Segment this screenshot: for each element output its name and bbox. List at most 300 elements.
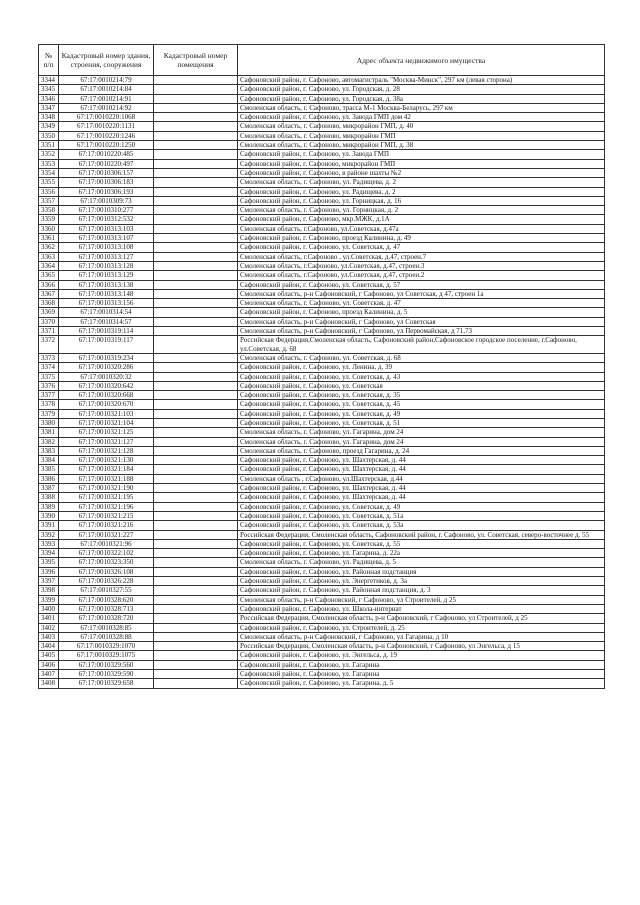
- row-number: 3399: [39, 595, 59, 604]
- row-number: 3391: [39, 521, 59, 530]
- premises-cadastral-number: [154, 252, 238, 261]
- object-address: Смоленская область , г.Сафоново, ул.Шахтерская, д.44: [238, 474, 605, 483]
- table-row: [39, 670, 605, 679]
- building-cadastral-number: 67:17:0010214:84: [59, 85, 154, 94]
- object-address: Сафоновский район, г. Сафоново, ул. Советская, д. 55: [238, 539, 605, 548]
- object-address: Сафоновский район, г. Сафоново, ул. Шахтерская, д. 44: [238, 493, 605, 502]
- object-address: Сафоновский район, г. Сафоново, ул. Шахтерская, д. 44: [238, 456, 605, 465]
- object-address: Сафоновский район, г. Сафоново, ул. Ленина, д. 39: [238, 363, 605, 372]
- table-row: [39, 252, 605, 261]
- building-cadastral-number: 67:17:0010328:620: [59, 595, 154, 604]
- object-address: Сафоновский район, г. Сафоново, ул. Гагарина: [238, 670, 605, 679]
- premises-cadastral-number: [154, 215, 238, 224]
- building-cadastral-number: 67:17:0010319:234: [59, 353, 154, 362]
- header-building-cadastral: Кадастровый номер здания, строения, сооружения: [59, 45, 154, 76]
- object-address: Смоленская область, г. Сафоново, трасса М-1 Москва-Беларусь, 297 км: [238, 103, 605, 112]
- row-number: 3407: [39, 670, 59, 679]
- document-page: [38, 44, 604, 689]
- premises-cadastral-number: [154, 549, 238, 558]
- premises-cadastral-number: [154, 428, 238, 437]
- object-address: Смоленская область, г.Сафоново, ул.Советская, д.47, строен.2: [238, 271, 605, 280]
- premises-cadastral-number: [154, 456, 238, 465]
- row-number: 3347: [39, 103, 59, 112]
- table-row: [39, 187, 605, 196]
- table-row: [39, 234, 605, 243]
- row-number: 3380: [39, 418, 59, 427]
- row-number: 3405: [39, 651, 59, 660]
- premises-cadastral-number: [154, 437, 238, 446]
- row-number: 3382: [39, 437, 59, 446]
- premises-cadastral-number: [154, 530, 238, 539]
- table-row: [39, 521, 605, 530]
- building-cadastral-number: 67:17:0010220:1250: [59, 141, 154, 150]
- row-number: 3349: [39, 122, 59, 131]
- row-number: 3388: [39, 493, 59, 502]
- object-address: Сафоновский район, г. Сафоново, ул. Советская, д. 53а: [238, 521, 605, 530]
- table-row: [39, 418, 605, 427]
- row-number: 3355: [39, 178, 59, 187]
- table-row: [39, 539, 605, 548]
- object-address: Сафоновский район, г. Сафоново, ул. Завода ГМП: [238, 150, 605, 159]
- table-row: [39, 289, 605, 298]
- row-number: 3381: [39, 428, 59, 437]
- building-cadastral-number: 67:17:0010309:73: [59, 196, 154, 205]
- building-cadastral-number: 67:17:0010306:193: [59, 187, 154, 196]
- building-cadastral-number: 67:17:0010314:54: [59, 308, 154, 317]
- premises-cadastral-number: [154, 511, 238, 520]
- object-address: Сафоновский район, г. Сафоново, ул. Шахтерская, д. 44: [238, 465, 605, 474]
- building-cadastral-number: 67:17:0010329:1075: [59, 651, 154, 660]
- building-cadastral-number: 67:17:0010320:286: [59, 363, 154, 372]
- table-row: [39, 159, 605, 168]
- premises-cadastral-number: [154, 642, 238, 651]
- table-row: [39, 280, 605, 289]
- premises-cadastral-number: [154, 484, 238, 493]
- object-address: Смоленская область, г. Сафоново, проезд Гагарина, д. 24: [238, 446, 605, 455]
- table-row: [39, 76, 605, 85]
- object-address: Сафоновский район, г. Сафоново, в районе шахты №2: [238, 168, 605, 177]
- table-row: [39, 614, 605, 623]
- row-number: 3408: [39, 679, 59, 688]
- table-row: [39, 549, 605, 558]
- row-number: 3353: [39, 159, 59, 168]
- building-cadastral-number: 67:17:0010329:1070: [59, 642, 154, 651]
- premises-cadastral-number: [154, 651, 238, 660]
- row-number: 3394: [39, 549, 59, 558]
- row-number: 3361: [39, 234, 59, 243]
- table-row: [39, 567, 605, 576]
- header-address: Адрес объекта недвижимого имущества: [238, 45, 605, 76]
- row-number: 3366: [39, 280, 59, 289]
- building-cadastral-number: 67:17:0010321:227: [59, 530, 154, 539]
- building-cadastral-number: 67:17:0010314:57: [59, 317, 154, 326]
- row-number: 3393: [39, 539, 59, 548]
- object-address: Сафоновский район, г. Сафоново, ул. Горницкая, д. 16: [238, 196, 605, 205]
- premises-cadastral-number: [154, 234, 238, 243]
- building-cadastral-number: 67:17:0010313:127: [59, 252, 154, 261]
- premises-cadastral-number: [154, 243, 238, 252]
- table-row: [39, 391, 605, 400]
- table-row: [39, 456, 605, 465]
- object-address: Смоленская область, р-н Сафоновский, г Сафоново, ул Строителей, д 25: [238, 595, 605, 604]
- premises-cadastral-number: [154, 679, 238, 688]
- table-row: [39, 577, 605, 586]
- premises-cadastral-number: [154, 224, 238, 233]
- row-number: 3375: [39, 372, 59, 381]
- premises-cadastral-number: [154, 196, 238, 205]
- table-row: [39, 196, 605, 205]
- table-row: [39, 113, 605, 122]
- object-address: Сафоновский район, г. Сафоново, ул. Советская, д. 43: [238, 372, 605, 381]
- object-address: Смоленская область, р-н Сафоновский, г Сафоново, ул Гагарина, д 10: [238, 632, 605, 641]
- premises-cadastral-number: [154, 85, 238, 94]
- building-cadastral-number: 67:17:0010322:102: [59, 549, 154, 558]
- building-cadastral-number: 67:17:0010220:1246: [59, 131, 154, 140]
- row-number: 3356: [39, 187, 59, 196]
- object-address: Смоленская область, г.Сафоново, ул.Советская, д.47а: [238, 224, 605, 233]
- row-number: 3357: [39, 196, 59, 205]
- premises-cadastral-number: [154, 660, 238, 669]
- object-address: Сафоновский район, г. Сафоново, ул. Радищева, д. 2: [238, 187, 605, 196]
- premises-cadastral-number: [154, 150, 238, 159]
- object-address: Смоленская область, г. Сафоново, ул. Радищева, д. 5: [238, 558, 605, 567]
- building-cadastral-number: 67:17:0010321:103: [59, 409, 154, 418]
- premises-cadastral-number: [154, 400, 238, 409]
- table-row: [39, 353, 605, 362]
- row-number: 3392: [39, 530, 59, 539]
- object-address: Сафоновский район, г. Сафоново, ул. Энергетиков, д. 3а: [238, 577, 605, 586]
- row-number: 3369: [39, 308, 59, 317]
- building-cadastral-number: 67:17:0010306:157: [59, 168, 154, 177]
- premises-cadastral-number: [154, 289, 238, 298]
- building-cadastral-number: 67:17:0010306:183: [59, 178, 154, 187]
- object-address: Смоленская область, р-н Сафоновский, г Сафоново, ул Советская, д 47, строен 1а: [238, 289, 605, 298]
- building-cadastral-number: 67:17:0010220:497: [59, 159, 154, 168]
- building-cadastral-number: 67:17:0010321:215: [59, 511, 154, 520]
- object-address: Сафоновский район, г. Сафоново, проезд Калинина, д. 49: [238, 234, 605, 243]
- header-num: № п/п: [39, 45, 59, 76]
- object-address: Сафоновский район, г. Сафоново, ул. Советская, д. 49: [238, 409, 605, 418]
- table-row: [39, 558, 605, 567]
- object-address: Сафоновский район, г. Сафоново, ул. Строителей, д. 25: [238, 623, 605, 632]
- building-cadastral-number: 67:17:0010328:85: [59, 623, 154, 632]
- building-cadastral-number: 67:17:0010313:128: [59, 261, 154, 270]
- building-cadastral-number: 67:17:0010321:125: [59, 428, 154, 437]
- row-number: 3365: [39, 271, 59, 280]
- table-row: [39, 336, 605, 354]
- object-address: Смоленская область, р-н Сафоновский, г Сафоново, ул Советская: [238, 317, 605, 326]
- building-cadastral-number: 67:17:0010313:148: [59, 289, 154, 298]
- table-row: [39, 660, 605, 669]
- table-row: [39, 122, 605, 131]
- object-address: Смоленская область, г. Сафоново, микрорайон ГМП: [238, 131, 605, 140]
- table-row: [39, 679, 605, 688]
- table-row: [39, 465, 605, 474]
- row-number: 3383: [39, 446, 59, 455]
- premises-cadastral-number: [154, 271, 238, 280]
- table-row: [39, 511, 605, 520]
- premises-cadastral-number: [154, 391, 238, 400]
- premises-cadastral-number: [154, 409, 238, 418]
- building-cadastral-number: 67:17:0010220:485: [59, 150, 154, 159]
- table-row: [39, 299, 605, 308]
- premises-cadastral-number: [154, 103, 238, 112]
- table-row: [39, 409, 605, 418]
- building-cadastral-number: 67:17:0010326:108: [59, 567, 154, 576]
- row-number: 3398: [39, 586, 59, 595]
- premises-cadastral-number: [154, 632, 238, 641]
- table-row: [39, 446, 605, 455]
- building-cadastral-number: 67:17:0010328:88: [59, 632, 154, 641]
- premises-cadastral-number: [154, 336, 238, 354]
- row-number: 3377: [39, 391, 59, 400]
- premises-cadastral-number: [154, 372, 238, 381]
- table-row: [39, 632, 605, 641]
- object-address: Сафоновский район, г. Сафоново, ул. Городская, д. 38а: [238, 94, 605, 103]
- table-row: [39, 363, 605, 372]
- building-cadastral-number: 67:17:0010329:658: [59, 679, 154, 688]
- row-number: 3359: [39, 215, 59, 224]
- row-number: 3376: [39, 381, 59, 390]
- row-number: 3371: [39, 327, 59, 336]
- premises-cadastral-number: [154, 76, 238, 85]
- object-address: Сафоновский район, г. Сафоново, ул. Советская, д. 45: [238, 400, 605, 409]
- object-address: Сафоновский район, г. Сафоново, ул. Гагарина, д. 22а: [238, 549, 605, 558]
- object-address: Сафоновский район, г. Сафоново, ул. Советская, д. 57: [238, 280, 605, 289]
- object-address: Сафоновский район, г. Сафоново, ул. Энгельса, д. 19: [238, 651, 605, 660]
- row-number: 3344: [39, 76, 59, 85]
- row-number: 3367: [39, 289, 59, 298]
- object-address: Сафоновский район, г. Сафоново, ул. Шахтерская, д. 44: [238, 484, 605, 493]
- row-number: 3368: [39, 299, 59, 308]
- premises-cadastral-number: [154, 465, 238, 474]
- premises-cadastral-number: [154, 168, 238, 177]
- building-cadastral-number: 67:17:0010321:188: [59, 474, 154, 483]
- premises-cadastral-number: [154, 577, 238, 586]
- object-address: Сафоновский район, г. Сафоново, ул. Гагарина: [238, 660, 605, 669]
- row-number: 3387: [39, 484, 59, 493]
- row-number: 3373: [39, 353, 59, 362]
- table-row: [39, 437, 605, 446]
- table-row: [39, 94, 605, 103]
- object-address: Сафоновский район, г. Сафоново, ул. Советская, д. 47: [238, 243, 605, 252]
- row-number: 3389: [39, 502, 59, 511]
- object-address: Смоленская область, р-н Сафоновский, г Сафоново, ул Первомайская, д 71,73: [238, 327, 605, 336]
- object-address: Сафоновский район, г. Сафоново, ул. Советская, д. 51: [238, 418, 605, 427]
- row-number: 3370: [39, 317, 59, 326]
- table-row: [39, 131, 605, 140]
- premises-cadastral-number: [154, 521, 238, 530]
- building-cadastral-number: 67:17:0010321:184: [59, 465, 154, 474]
- property-table: [38, 44, 605, 689]
- row-number: 3348: [39, 113, 59, 122]
- table-row: [39, 141, 605, 150]
- premises-cadastral-number: [154, 604, 238, 613]
- header-premises-cadastral: Кадастровый номер помещения: [154, 45, 238, 76]
- building-cadastral-number: 67:17:0010319:114: [59, 327, 154, 336]
- table-row: [39, 317, 605, 326]
- table-row: [39, 261, 605, 270]
- table-row: [39, 530, 605, 539]
- object-address: Смоленская область, г.Сафоново, ул.Советская, д.47, строен.3: [238, 261, 605, 270]
- premises-cadastral-number: [154, 539, 238, 548]
- building-cadastral-number: 67:17:0010312:532: [59, 215, 154, 224]
- building-cadastral-number: 67:17:0010321:96: [59, 539, 154, 548]
- building-cadastral-number: 67:17:0010329:560: [59, 660, 154, 669]
- table-row: [39, 308, 605, 317]
- building-cadastral-number: 67:17:0010321:127: [59, 437, 154, 446]
- row-number: 3384: [39, 456, 59, 465]
- object-address: Сафоновский район, г. Сафоново, ул. Завода ГМП дом 42: [238, 113, 605, 122]
- table-row: [39, 474, 605, 483]
- premises-cadastral-number: [154, 418, 238, 427]
- row-number: 3404: [39, 642, 59, 651]
- building-cadastral-number: 67:17:0010320:32: [59, 372, 154, 381]
- object-address: Сафоновский район, г. Сафоново, ул. Районная подстанция, д. 3: [238, 586, 605, 595]
- row-number: 3372: [39, 336, 59, 354]
- table-row: [39, 595, 605, 604]
- premises-cadastral-number: [154, 113, 238, 122]
- premises-cadastral-number: [154, 159, 238, 168]
- premises-cadastral-number: [154, 131, 238, 140]
- row-number: 3397: [39, 577, 59, 586]
- premises-cadastral-number: [154, 141, 238, 150]
- premises-cadastral-number: [154, 595, 238, 604]
- building-cadastral-number: 67:17:0010321:195: [59, 493, 154, 502]
- row-number: 3403: [39, 632, 59, 641]
- object-address: Смоленская область, г. Сафоново, ул. Гагарина, дом 24: [238, 428, 605, 437]
- table-row: [39, 150, 605, 159]
- building-cadastral-number: 67:17:0010220:1068: [59, 113, 154, 122]
- table-row: [39, 85, 605, 94]
- row-number: 3364: [39, 261, 59, 270]
- building-cadastral-number: 67:17:0010327:55: [59, 586, 154, 595]
- object-address: Сафоновский район, г. Сафоново, ул. Районная подстанция: [238, 567, 605, 576]
- object-address: Сафоновский район, г. Сафоново, мкр.МЖК, д.1А: [238, 215, 605, 224]
- row-number: 3395: [39, 558, 59, 567]
- table-row: [39, 215, 605, 224]
- premises-cadastral-number: [154, 381, 238, 390]
- table-row: [39, 623, 605, 632]
- table-row: [39, 604, 605, 613]
- building-cadastral-number: 67:17:0010321:130: [59, 456, 154, 465]
- building-cadastral-number: 67:17:0010321:196: [59, 502, 154, 511]
- building-cadastral-number: 67:17:0010320:668: [59, 391, 154, 400]
- building-cadastral-number: 67:17:0010310:277: [59, 206, 154, 215]
- row-number: 3350: [39, 131, 59, 140]
- premises-cadastral-number: [154, 187, 238, 196]
- object-address: Российская Федерация, Смоленская область, Сафоновский район, г. Сафоново, ул. Советская, северо-восточнее д. 55: [238, 530, 605, 539]
- row-number: 3352: [39, 150, 59, 159]
- row-number: 3374: [39, 363, 59, 372]
- row-number: 3346: [39, 94, 59, 103]
- table-row: [39, 243, 605, 252]
- row-number: 3406: [39, 660, 59, 669]
- object-address: Сафоновский район, г. Сафоново, проезд Калинина, д. 5: [238, 308, 605, 317]
- row-number: 3354: [39, 168, 59, 177]
- premises-cadastral-number: [154, 363, 238, 372]
- table-row: [39, 651, 605, 660]
- table-row: [39, 493, 605, 502]
- premises-cadastral-number: [154, 614, 238, 623]
- row-number: 3363: [39, 252, 59, 261]
- building-cadastral-number: 67:17:0010214:91: [59, 94, 154, 103]
- table-row: [39, 372, 605, 381]
- premises-cadastral-number: [154, 586, 238, 595]
- building-cadastral-number: 67:17:0010321:128: [59, 446, 154, 455]
- premises-cadastral-number: [154, 353, 238, 362]
- premises-cadastral-number: [154, 623, 238, 632]
- table-header-row: [39, 45, 605, 76]
- table-row: [39, 206, 605, 215]
- object-address: Смоленская область, г. Сафоново, ул. Советская, д. 47: [238, 299, 605, 308]
- row-number: 3386: [39, 474, 59, 483]
- premises-cadastral-number: [154, 261, 238, 270]
- object-address: Сафоновский район, г. Сафоново, ул. Советская: [238, 381, 605, 390]
- object-address: Сафоновский район, г. Сафоново, ул. Школа-интернат: [238, 604, 605, 613]
- row-number: 3345: [39, 85, 59, 94]
- building-cadastral-number: 67:17:0010323:350: [59, 558, 154, 567]
- object-address: Российская Федерация, Смоленская область, р-н Сафоновский, г Сафоново, ул Энгельса, д 15: [238, 642, 605, 651]
- object-address: Сафоновский район, г. Сафоново, ул. Советская, д. 51а: [238, 511, 605, 520]
- object-address: Российская Федерация, Смоленская область, р-н Сафоновский, г Сафоново, ул Строителей, д 25: [238, 614, 605, 623]
- object-address: Смоленская область, г. Сафоново, ул. Советская, д. 68: [238, 353, 605, 362]
- building-cadastral-number: 67:17:0010328:713: [59, 604, 154, 613]
- row-number: 3402: [39, 623, 59, 632]
- building-cadastral-number: 67:17:0010313:108: [59, 243, 154, 252]
- building-cadastral-number: 67:17:0010321:190: [59, 484, 154, 493]
- table-row: [39, 502, 605, 511]
- row-number: 3390: [39, 511, 59, 520]
- building-cadastral-number: 67:17:0010313:103: [59, 224, 154, 233]
- building-cadastral-number: 67:17:0010313:107: [59, 234, 154, 243]
- object-address: Смоленская область, г. Сафоново, ул. Гагарина, дом 24: [238, 437, 605, 446]
- premises-cadastral-number: [154, 94, 238, 103]
- table-row: [39, 642, 605, 651]
- premises-cadastral-number: [154, 670, 238, 679]
- building-cadastral-number: 67:17:0010326:228: [59, 577, 154, 586]
- row-number: 3385: [39, 465, 59, 474]
- row-number: 3362: [39, 243, 59, 252]
- premises-cadastral-number: [154, 558, 238, 567]
- building-cadastral-number: 67:17:0010313:129: [59, 271, 154, 280]
- building-cadastral-number: 67:17:0010321:216: [59, 521, 154, 530]
- object-address: Смоленская область, г.Сафоново , ул.Советская, д.47, строен.7: [238, 252, 605, 261]
- table-row: [39, 178, 605, 187]
- row-number: 3396: [39, 567, 59, 576]
- row-number: 3378: [39, 400, 59, 409]
- object-address: Сафоновский район, г. Сафоново, автомагистраль "Москва-Минск", 297 км (левая сторона): [238, 76, 605, 85]
- table-row: [39, 168, 605, 177]
- premises-cadastral-number: [154, 502, 238, 511]
- row-number: 3400: [39, 604, 59, 613]
- building-cadastral-number: 67:17:0010321:104: [59, 418, 154, 427]
- premises-cadastral-number: [154, 567, 238, 576]
- object-address: Смоленская область, г. Сафоново, микрорайон ГМП, д. 38: [238, 141, 605, 150]
- premises-cadastral-number: [154, 280, 238, 289]
- object-address: Смоленская область, г. Сафоново, ул. Горницкая, д. 2: [238, 206, 605, 215]
- premises-cadastral-number: [154, 308, 238, 317]
- table-row: [39, 327, 605, 336]
- premises-cadastral-number: [154, 206, 238, 215]
- table-row: [39, 381, 605, 390]
- row-number: 3401: [39, 614, 59, 623]
- premises-cadastral-number: [154, 474, 238, 483]
- row-number: 3351: [39, 141, 59, 150]
- building-cadastral-number: 67:17:0010319:117: [59, 336, 154, 354]
- object-address: Российская Федерация,Смоленская область, Сафоновский район,Сафоновское городское поселение, г.Сафоново, ул.Советская, д. 68: [238, 336, 605, 354]
- building-cadastral-number: 67:17:0010320:642: [59, 381, 154, 390]
